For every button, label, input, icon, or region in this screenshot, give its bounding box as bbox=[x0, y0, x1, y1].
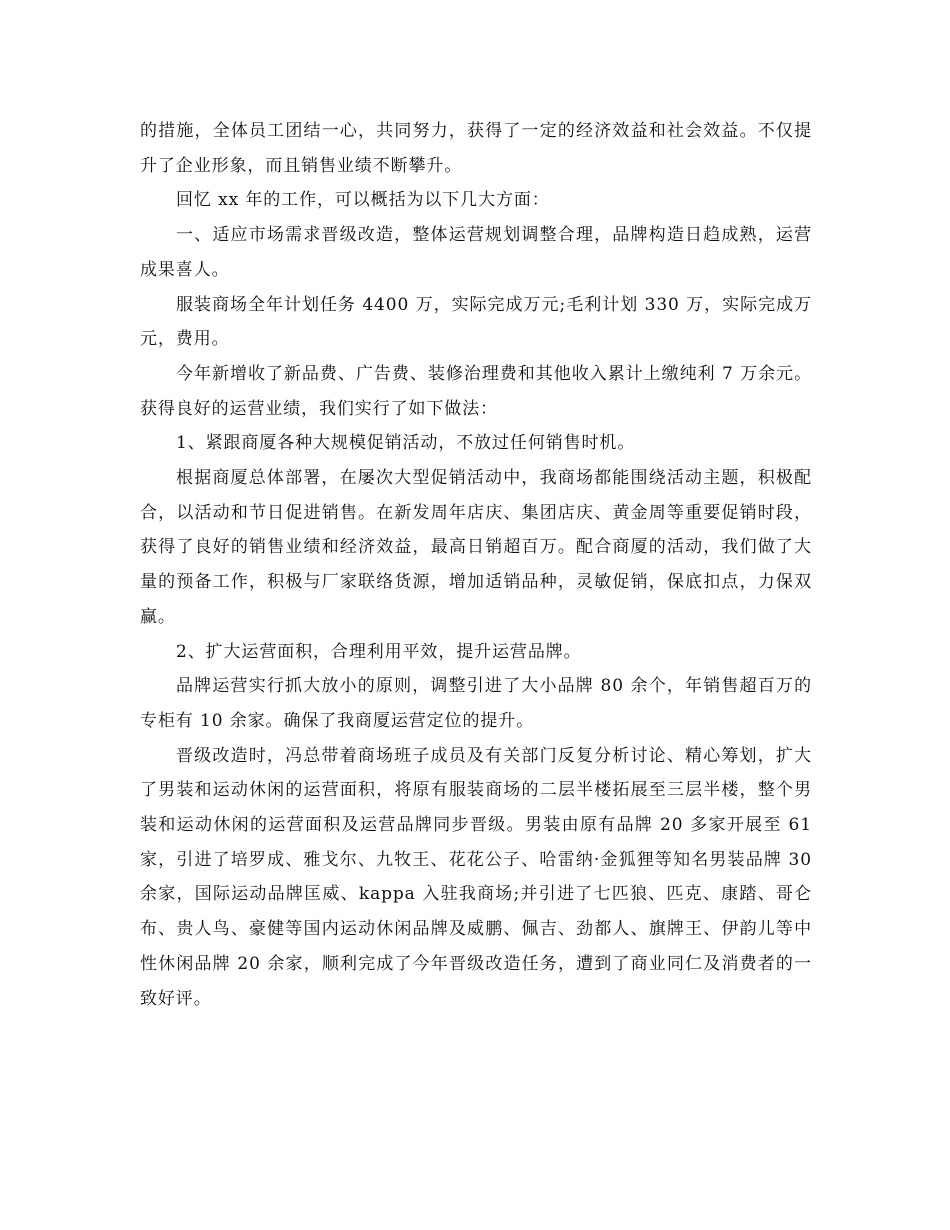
document-body bbox=[140, 114, 812, 1016]
paragraph-upgrade-renovation: 晋级改造时，冯总带着商场班子成员及有关部门反复分析讨论、精心筹划，扩大了男装和运动休闲的运营面积，将原有服装商场的二层半楼拓展至三层半楼，整个男装和运动休闲的运营面积及运营品牌同步晋级。男装由原有品牌 20 多家开展至 61 家，引进了培罗成、雅戈尔、九牧王、花花公子、哈雷纳·金狐狸等知名男装品牌 30 余家，国际运动品牌匡威、kappa 入驻我商场;并引进了七匹狼、匹克、康踏、哥仑布、贵人鸟、豪健等国内运动休闲品牌及威鹏、佩吉、劲都人、旗牌王、伊韵儿等中性休闲品牌 20 余家，顺利完成了今年晋级改造任务，遭到了商业同仁及消费者的一致好评。 bbox=[140, 745, 812, 1009]
paragraph-item-two: 2、扩大运营面积，合理利用平效，提升运营品牌。 bbox=[176, 641, 582, 662]
paragraph-promotions: 根据商厦总体部署，在屡次大型促销活动中，我商场都能围绕活动主题，积极配合，以活动和节日促进销售。在新发周年店庆、集团店庆、黄金周等重要促销时段，获得了良好的销售业绩和经济效益，最高日销超百万。配合商厦的活动，我们做了大量的预备工作，积极与厂家联络货源，增加适销品种，灵敏促销，保底扣点，力保双赢。 bbox=[140, 468, 812, 627]
paragraph-review-intro: 回忆 xx 年的工作，可以概括为以下几大方面： bbox=[176, 190, 550, 211]
paragraph-new-income: 今年新增收了新品费、广告费、装修治理费和其他收入累计上缴纯利 7 万余元。获得良好的运营业绩，我们实行了如下做法： bbox=[140, 363, 812, 419]
paragraph-section-one-heading: 一、适应市场需求晋级改造，整体运营规划调整合理，品牌构造日趋成熟，运营成果喜人。 bbox=[140, 225, 812, 280]
paragraph-brand-operation: 品牌运营实行抓大放小的原则，调整引进了大小品牌 80 余个，年销售超百万的专柜有 10 余家。确保了我商厦运营定位的提升。 bbox=[140, 676, 812, 731]
paragraph-sales-targets: 服装商场全年计划任务 4400 万，实际完成万元;毛利计划 330 万，实际完成万元，费用。 bbox=[140, 294, 812, 350]
paragraph-intro-continuation: 的措施，全体员工团结一心，共同努力，获得了一定的经济效益和社会效益。不仅提升了企业形象，而且销售业绩不断攀升。 bbox=[140, 121, 812, 176]
paragraph-item-one: 1、紧跟商厦各种大规模促销活动，不放过任何销售时机。 bbox=[176, 433, 636, 454]
